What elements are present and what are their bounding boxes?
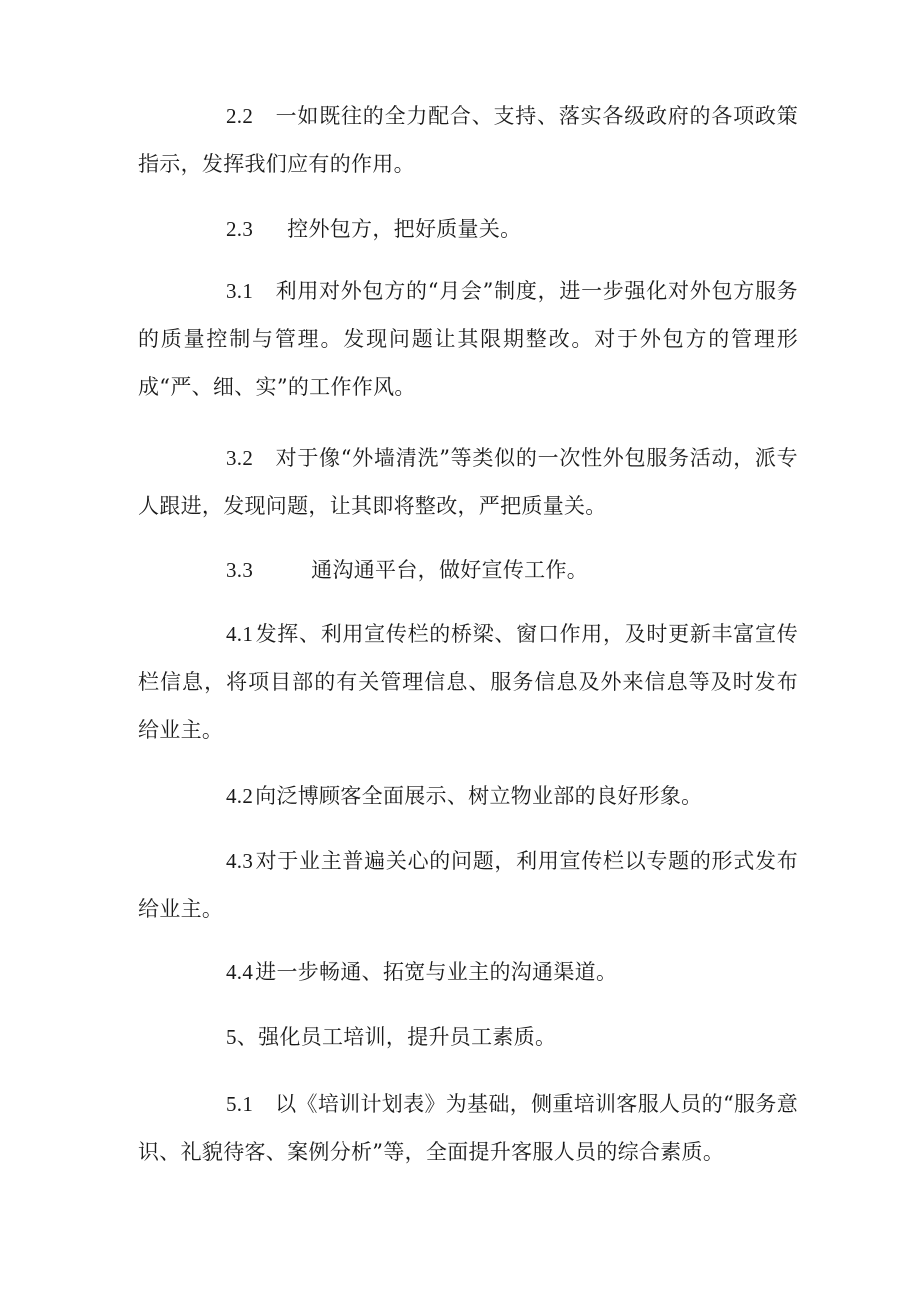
paragraph-text: 通沟通平台，做好宣传工作。 (311, 558, 589, 582)
section-number: 2.2 (226, 104, 254, 128)
section-number: 5.1 (226, 1092, 254, 1116)
section-number: 3.1 (226, 279, 254, 303)
paragraph-text: 利用对外包方的“月会”制度，进一步强化对外包方服务的质量控制与管理。发现问题让其限期整改。对于外包方的管理形成“严、细、实”的工作作风。 (138, 279, 798, 399)
paragraph-4-1 (138, 610, 798, 754)
paragraph-3-2 (138, 434, 798, 530)
paragraph-text: 控外包方，把好质量关。 (287, 217, 522, 241)
section-number: 4.3 (226, 849, 254, 873)
section-number: 3.3 (226, 558, 254, 582)
paragraph-text: 进一步畅通、拓宽与业主的沟通渠道。 (255, 960, 618, 984)
section-number: 4.1 (226, 622, 254, 646)
section-number: 4.2 (226, 784, 254, 808)
paragraph-2-3 (138, 205, 798, 253)
paragraph-4-4 (138, 948, 798, 996)
section-number: 3.2 (226, 446, 254, 470)
paragraph-3-3 (138, 546, 798, 594)
paragraph-4-3 (138, 837, 798, 933)
paragraph-2-2 (138, 92, 798, 188)
paragraph-text: 发挥、利用宣传栏的桥梁、窗口作用，及时更新丰富宣传栏信息，将项目部的有关管理信息、服务信息及外来信息等及时发布给业主。 (138, 622, 798, 742)
paragraph-text: 以《培训计划表》为基础，侧重培训客服人员的“服务意识、礼貌待客、案例分析”等，全面提升客服人员的综合素质。 (138, 1092, 798, 1164)
section-number: 2.3 (226, 217, 254, 241)
section-number: 4.4 (226, 960, 254, 984)
paragraph-5-1 (138, 1080, 798, 1176)
paragraph-3-1 (138, 267, 798, 411)
paragraph-5 (138, 1013, 798, 1061)
paragraph-text: 对于业主普遍关心的问题，利用宣传栏以专题的形式发布给业主。 (138, 849, 798, 921)
paragraph-text: 向泛博顾客全面展示、树立物业部的良好形象。 (255, 784, 703, 808)
paragraph-text: 对于像“外墙清洗”等类似的一次性外包服务活动，派专人跟进，发现问题，让其即将整改，严把质量关。 (138, 446, 798, 518)
section-number: 5、 (226, 1025, 259, 1049)
paragraph-text: 一如既往的全力配合、支持、落实各级政府的各项政策指示，发挥我们应有的作用。 (138, 104, 798, 176)
paragraph-4-2 (138, 772, 798, 820)
paragraph-text: 强化员工培训，提升员工素质。 (258, 1025, 557, 1049)
